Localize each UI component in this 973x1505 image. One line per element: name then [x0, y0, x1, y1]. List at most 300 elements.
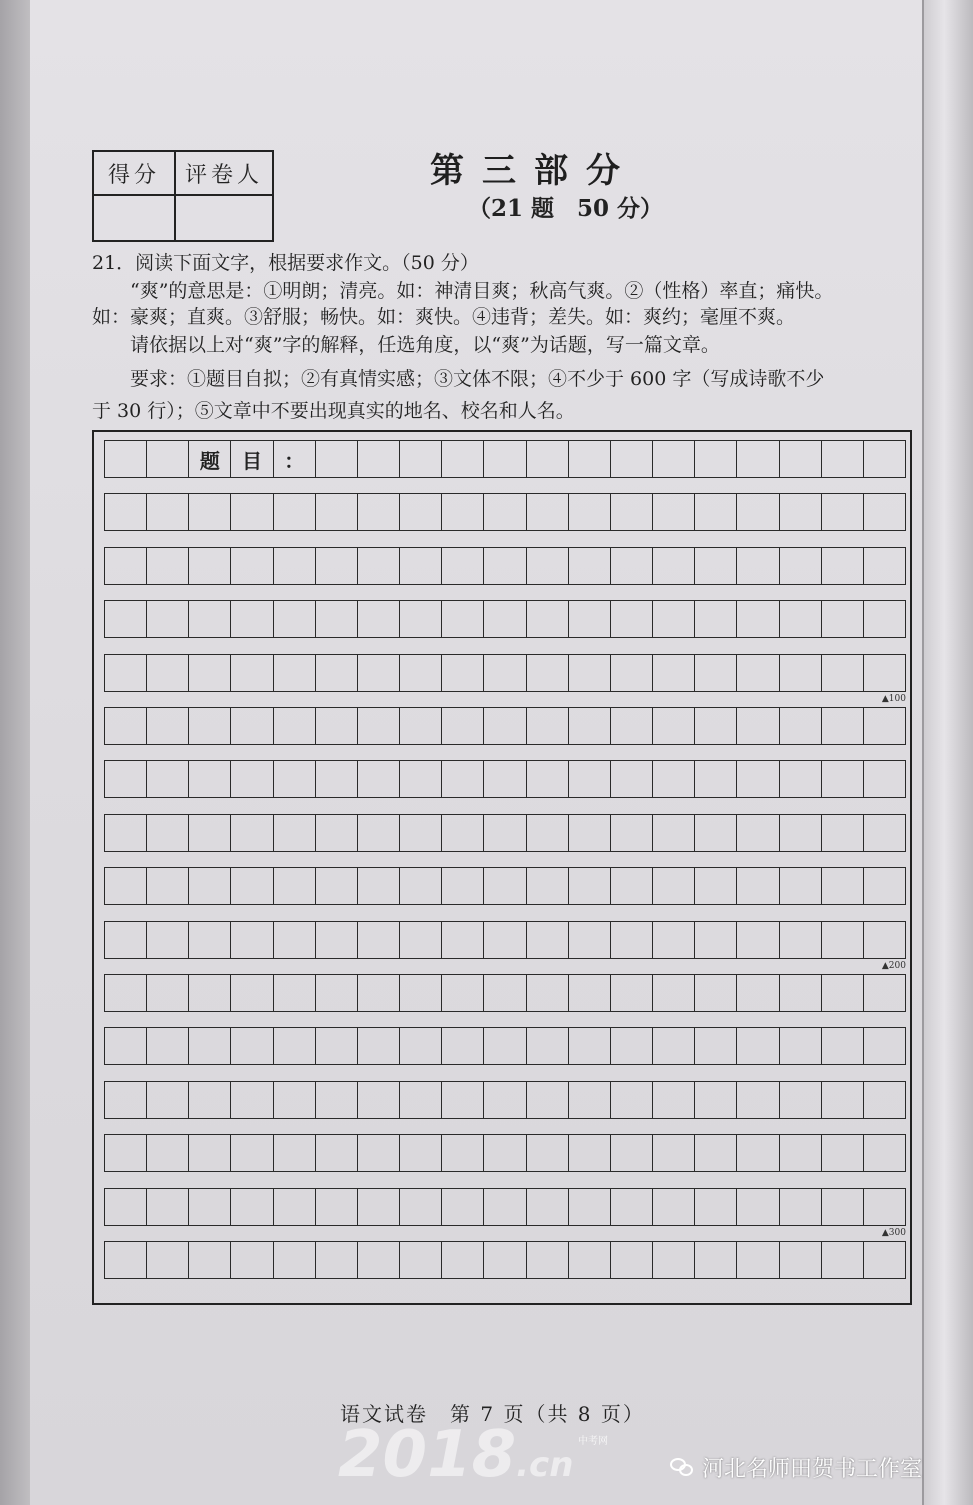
grid-cell[interactable]: [822, 1134, 864, 1172]
grid-cell[interactable]: [653, 1027, 695, 1065]
grid-cell[interactable]: [400, 814, 442, 852]
grid-cell[interactable]: [316, 654, 358, 692]
grid-cell[interactable]: [695, 867, 737, 905]
grid-cell[interactable]: [780, 1027, 822, 1065]
grid-cell[interactable]: [274, 814, 316, 852]
grid-cell[interactable]: [147, 1027, 189, 1065]
grid-cell[interactable]: [484, 440, 526, 478]
grid-cell[interactable]: [104, 921, 147, 959]
grid-cell[interactable]: [442, 493, 484, 531]
grid-cell[interactable]: [527, 600, 569, 638]
grid-cell[interactable]: [780, 760, 822, 798]
grid-cell[interactable]: [231, 707, 273, 745]
grid-cell[interactable]: [400, 440, 442, 478]
grid-cell[interactable]: [569, 814, 611, 852]
grid-cell[interactable]: [695, 440, 737, 478]
grid-cell[interactable]: [527, 974, 569, 1012]
grid-cell[interactable]: [231, 1027, 273, 1065]
grid-cell[interactable]: [104, 1134, 147, 1172]
grid-cell[interactable]: [864, 1134, 906, 1172]
grid-cell[interactable]: [104, 1027, 147, 1065]
grid-cell[interactable]: [231, 921, 273, 959]
grid-cell[interactable]: [780, 1188, 822, 1226]
grid-cell[interactable]: [780, 1081, 822, 1119]
grid-cell[interactable]: [358, 974, 400, 1012]
grid-cell[interactable]: [358, 814, 400, 852]
grid-cell[interactable]: [695, 1027, 737, 1065]
grid-cell[interactable]: [104, 760, 147, 798]
grid-cell[interactable]: [484, 493, 526, 531]
grid-cell[interactable]: [442, 921, 484, 959]
grid-cell[interactable]: [611, 1134, 653, 1172]
grid-cell[interactable]: [316, 1241, 358, 1279]
grid-cell[interactable]: [231, 654, 273, 692]
grid-cell[interactable]: [274, 921, 316, 959]
grid-cell[interactable]: [864, 1027, 906, 1065]
grid-cell[interactable]: [274, 1027, 316, 1065]
grid-cell[interactable]: [527, 547, 569, 585]
grid-cell[interactable]: [653, 814, 695, 852]
grid-cell[interactable]: [442, 1081, 484, 1119]
grid-cell[interactable]: [147, 654, 189, 692]
grid-cell[interactable]: [189, 921, 231, 959]
grid-cell[interactable]: [737, 760, 779, 798]
grid-cell[interactable]: [189, 493, 231, 531]
title-cell[interactable]: 题: [189, 440, 231, 478]
grid-cell[interactable]: [695, 1081, 737, 1119]
grid-cell[interactable]: [104, 654, 147, 692]
grid-cell[interactable]: [864, 493, 906, 531]
grid-cell[interactable]: [231, 1081, 273, 1119]
grid-cell[interactable]: [442, 1134, 484, 1172]
grid-cell[interactable]: [442, 867, 484, 905]
grid-cell[interactable]: [527, 760, 569, 798]
grid-cell[interactable]: [274, 760, 316, 798]
grid-cell[interactable]: [737, 547, 779, 585]
grid-cell[interactable]: [569, 1134, 611, 1172]
grid-cell[interactable]: [231, 814, 273, 852]
grid-cell[interactable]: [653, 707, 695, 745]
grid-cell[interactable]: [695, 1241, 737, 1279]
grid-cell[interactable]: [653, 867, 695, 905]
grid-cell[interactable]: [231, 974, 273, 1012]
grid-cell[interactable]: [780, 547, 822, 585]
grid-cell[interactable]: [864, 547, 906, 585]
grid-cell[interactable]: [569, 493, 611, 531]
grid-cell[interactable]: [822, 1188, 864, 1226]
answer-grid[interactable]: [92, 430, 912, 1305]
grid-cell[interactable]: [780, 600, 822, 638]
grid-cell[interactable]: [569, 760, 611, 798]
grid-cell[interactable]: [611, 814, 653, 852]
grid-cell[interactable]: [231, 1241, 273, 1279]
grid-cell[interactable]: [569, 1081, 611, 1119]
grid-cell[interactable]: [780, 1241, 822, 1279]
grid-cell[interactable]: [653, 760, 695, 798]
grid-cell[interactable]: [484, 867, 526, 905]
grid-cell[interactable]: [316, 867, 358, 905]
grid-cell[interactable]: [274, 867, 316, 905]
grid-cell[interactable]: [527, 1188, 569, 1226]
grid-cell[interactable]: [569, 1188, 611, 1226]
grid-cell[interactable]: [780, 867, 822, 905]
grid-cell[interactable]: [611, 1081, 653, 1119]
grid-cell[interactable]: [822, 654, 864, 692]
grid-cell[interactable]: [316, 814, 358, 852]
grid-cell[interactable]: [484, 1241, 526, 1279]
grid-cell[interactable]: [400, 547, 442, 585]
grid-cell[interactable]: [780, 493, 822, 531]
grid-cell[interactable]: [189, 760, 231, 798]
grid-cell[interactable]: [822, 814, 864, 852]
grid-cell[interactable]: [864, 921, 906, 959]
grid-cell[interactable]: [611, 707, 653, 745]
grid-cell[interactable]: [189, 707, 231, 745]
grid-cell[interactable]: [527, 814, 569, 852]
grid-cell[interactable]: [400, 867, 442, 905]
grid-cell[interactable]: [316, 600, 358, 638]
grid-cell[interactable]: [231, 600, 273, 638]
grid-cell[interactable]: [231, 1188, 273, 1226]
grid-cell[interactable]: [316, 707, 358, 745]
grid-cell[interactable]: [274, 493, 316, 531]
grid-cell[interactable]: [569, 600, 611, 638]
grid-cell[interactable]: [104, 1081, 147, 1119]
grid-cell[interactable]: [400, 1027, 442, 1065]
grid-cell[interactable]: [442, 440, 484, 478]
grid-cell[interactable]: [189, 1241, 231, 1279]
grid-cell[interactable]: [316, 921, 358, 959]
grid-cell[interactable]: [147, 814, 189, 852]
grid-cell[interactable]: [104, 814, 147, 852]
grid-cell[interactable]: [274, 1134, 316, 1172]
grid-cell[interactable]: [611, 867, 653, 905]
grid-cell[interactable]: [484, 974, 526, 1012]
grid-cell[interactable]: [358, 1027, 400, 1065]
grid-cell[interactable]: [822, 440, 864, 478]
grid-cell[interactable]: [611, 1241, 653, 1279]
grid-cell[interactable]: [104, 1188, 147, 1226]
grid-cell[interactable]: [274, 547, 316, 585]
grid-cell[interactable]: [653, 600, 695, 638]
grid-cell[interactable]: [780, 707, 822, 745]
grid-cell[interactable]: [147, 493, 189, 531]
grid-cell[interactable]: [400, 1081, 442, 1119]
grid-cell[interactable]: [695, 547, 737, 585]
grid-cell[interactable]: [780, 1134, 822, 1172]
grid-cell[interactable]: [484, 814, 526, 852]
grid-cell[interactable]: [316, 1188, 358, 1226]
grid-cell[interactable]: [316, 493, 358, 531]
grid-cell[interactable]: [231, 760, 273, 798]
grid-cell[interactable]: [864, 1188, 906, 1226]
grid-cell[interactable]: [864, 814, 906, 852]
grid-cell[interactable]: [104, 867, 147, 905]
grid-cell[interactable]: [737, 1134, 779, 1172]
grid-cell[interactable]: [442, 547, 484, 585]
grid-cell[interactable]: [653, 1134, 695, 1172]
grid-cell[interactable]: [653, 547, 695, 585]
grid-cell[interactable]: [611, 440, 653, 478]
grid-cell[interactable]: [569, 440, 611, 478]
grid-cell[interactable]: [653, 1241, 695, 1279]
grid-cell[interactable]: [316, 1027, 358, 1065]
grid-cell[interactable]: [695, 921, 737, 959]
grid-cell[interactable]: [737, 1241, 779, 1279]
grid-cell[interactable]: [822, 1241, 864, 1279]
grid-cell[interactable]: [695, 814, 737, 852]
grid-cell[interactable]: [611, 600, 653, 638]
grid-cell[interactable]: [231, 493, 273, 531]
grid-cell[interactable]: [737, 654, 779, 692]
grid-cell[interactable]: [737, 1081, 779, 1119]
grid-cell[interactable]: [316, 547, 358, 585]
grid-cell[interactable]: [737, 867, 779, 905]
grid-cell[interactable]: [780, 814, 822, 852]
grid-cell[interactable]: [569, 1027, 611, 1065]
grid-cell[interactable]: [189, 867, 231, 905]
grid-cell[interactable]: [569, 921, 611, 959]
grid-cell[interactable]: [442, 600, 484, 638]
grid-cell[interactable]: [400, 974, 442, 1012]
grid-cell[interactable]: [189, 1188, 231, 1226]
grid-cell[interactable]: [484, 1134, 526, 1172]
grid-cell[interactable]: [611, 493, 653, 531]
grid-cell[interactable]: [147, 921, 189, 959]
grid-cell[interactable]: [316, 974, 358, 1012]
grid-cell[interactable]: [653, 654, 695, 692]
grid-cell[interactable]: [611, 1188, 653, 1226]
grid-cell[interactable]: [358, 1081, 400, 1119]
grid-cell[interactable]: [822, 707, 864, 745]
grid-cell[interactable]: [484, 654, 526, 692]
grid-cell[interactable]: [822, 547, 864, 585]
grid-cell[interactable]: [104, 974, 147, 1012]
grid-cell[interactable]: [611, 654, 653, 692]
grid-cell[interactable]: [527, 707, 569, 745]
grid-cell[interactable]: [611, 921, 653, 959]
grid-cell[interactable]: [400, 1134, 442, 1172]
grid-cell[interactable]: [104, 600, 147, 638]
grid-cell[interactable]: [737, 440, 779, 478]
grid-cell[interactable]: [358, 1134, 400, 1172]
grid-cell[interactable]: [484, 760, 526, 798]
grid-cell[interactable]: [611, 760, 653, 798]
grid-cell[interactable]: [104, 1241, 147, 1279]
grid-cell[interactable]: [442, 654, 484, 692]
grader-cell[interactable]: [176, 196, 272, 240]
grid-cell[interactable]: [358, 440, 400, 478]
grid-cell[interactable]: [400, 707, 442, 745]
grid-cell[interactable]: [442, 707, 484, 745]
grid-cell[interactable]: [484, 921, 526, 959]
grid-cell[interactable]: [737, 707, 779, 745]
grid-cell[interactable]: [147, 1188, 189, 1226]
grid-cell[interactable]: [442, 1188, 484, 1226]
grid-cell[interactable]: [695, 600, 737, 638]
grid-cell[interactable]: [569, 974, 611, 1012]
grid-cell[interactable]: [864, 600, 906, 638]
grid-cell[interactable]: [147, 974, 189, 1012]
grid-cell[interactable]: [695, 707, 737, 745]
title-cell[interactable]: ：: [274, 440, 316, 478]
title-cell[interactable]: 目: [231, 440, 273, 478]
grid-cell[interactable]: [569, 547, 611, 585]
grid-cell[interactable]: [358, 654, 400, 692]
grid-cell[interactable]: [695, 760, 737, 798]
grid-cell[interactable]: [316, 440, 358, 478]
grid-cell[interactable]: [527, 1241, 569, 1279]
grid-cell[interactable]: [737, 1188, 779, 1226]
grid-cell[interactable]: [695, 493, 737, 531]
grid-cell[interactable]: [484, 600, 526, 638]
grid-cell[interactable]: [653, 974, 695, 1012]
grid-cell[interactable]: [442, 1027, 484, 1065]
grid-cell[interactable]: [527, 921, 569, 959]
grid-cell[interactable]: [147, 1241, 189, 1279]
grid-cell[interactable]: [147, 867, 189, 905]
grid-cell[interactable]: [442, 1241, 484, 1279]
grid-cell[interactable]: [527, 440, 569, 478]
grid-cell[interactable]: [189, 654, 231, 692]
grid-cell[interactable]: [611, 974, 653, 1012]
grid-cell[interactable]: [104, 707, 147, 745]
grid-cell[interactable]: [274, 707, 316, 745]
grid-cell[interactable]: [822, 600, 864, 638]
grid-cell[interactable]: [864, 707, 906, 745]
grid-cell[interactable]: [864, 867, 906, 905]
grid-cell[interactable]: [442, 814, 484, 852]
grid-cell[interactable]: [358, 760, 400, 798]
grid-cell[interactable]: [737, 974, 779, 1012]
grid-cell[interactable]: [147, 600, 189, 638]
grid-cell[interactable]: [737, 493, 779, 531]
grid-cell[interactable]: [231, 547, 273, 585]
grid-cell[interactable]: [104, 440, 147, 478]
grid-cell[interactable]: [569, 654, 611, 692]
grid-cell[interactable]: [822, 760, 864, 798]
grid-cell[interactable]: [864, 440, 906, 478]
grid-cell[interactable]: [864, 760, 906, 798]
grid-cell[interactable]: [400, 1188, 442, 1226]
grid-cell[interactable]: [527, 867, 569, 905]
grid-cell[interactable]: [147, 707, 189, 745]
grid-cell[interactable]: [274, 600, 316, 638]
grid-cell[interactable]: [400, 921, 442, 959]
grid-cell[interactable]: [653, 1188, 695, 1226]
grid-cell[interactable]: [189, 547, 231, 585]
grid-cell[interactable]: [822, 921, 864, 959]
grid-cell[interactable]: [695, 1134, 737, 1172]
grid-cell[interactable]: [147, 547, 189, 585]
grid-cell[interactable]: [780, 974, 822, 1012]
grid-cell[interactable]: [400, 493, 442, 531]
grid-cell[interactable]: [189, 1134, 231, 1172]
grid-cell[interactable]: [653, 440, 695, 478]
grid-cell[interactable]: [442, 760, 484, 798]
grid-cell[interactable]: [231, 1134, 273, 1172]
grid-cell[interactable]: [400, 600, 442, 638]
grid-cell[interactable]: [358, 600, 400, 638]
grid-cell[interactable]: [695, 1188, 737, 1226]
grid-cell[interactable]: [569, 867, 611, 905]
grid-cell[interactable]: [358, 707, 400, 745]
grid-cell[interactable]: [104, 493, 147, 531]
grid-cell[interactable]: [527, 1134, 569, 1172]
grid-cell[interactable]: [358, 547, 400, 585]
grid-cell[interactable]: [147, 440, 189, 478]
grid-cell[interactable]: [316, 760, 358, 798]
grid-cell[interactable]: [864, 1241, 906, 1279]
grid-cell[interactable]: [189, 1027, 231, 1065]
grid-cell[interactable]: [484, 1027, 526, 1065]
grid-cell[interactable]: [400, 654, 442, 692]
grid-cell[interactable]: [527, 1081, 569, 1119]
grid-cell[interactable]: [484, 1081, 526, 1119]
grid-cell[interactable]: [527, 1027, 569, 1065]
grid-cell[interactable]: [484, 707, 526, 745]
grid-cell[interactable]: [316, 1081, 358, 1119]
grid-cell[interactable]: [189, 974, 231, 1012]
grid-cell[interactable]: [527, 493, 569, 531]
grid-cell[interactable]: [189, 1081, 231, 1119]
grid-cell[interactable]: [822, 974, 864, 1012]
grid-cell[interactable]: [358, 867, 400, 905]
grid-cell[interactable]: [358, 1241, 400, 1279]
grid-cell[interactable]: [358, 1188, 400, 1226]
grid-cell[interactable]: [737, 814, 779, 852]
grid-cell[interactable]: [274, 1188, 316, 1226]
grid-cell[interactable]: [653, 1081, 695, 1119]
grid-cell[interactable]: [695, 654, 737, 692]
grid-cell[interactable]: [822, 867, 864, 905]
grid-cell[interactable]: [822, 493, 864, 531]
grid-cell[interactable]: [274, 654, 316, 692]
grid-cell[interactable]: [274, 974, 316, 1012]
grid-cell[interactable]: [189, 600, 231, 638]
grid-cell[interactable]: [400, 1241, 442, 1279]
grid-cell[interactable]: [274, 1081, 316, 1119]
grid-cell[interactable]: [780, 654, 822, 692]
grid-cell[interactable]: [189, 814, 231, 852]
grid-cell[interactable]: [442, 974, 484, 1012]
grid-cell[interactable]: [147, 1134, 189, 1172]
grid-cell[interactable]: [569, 1241, 611, 1279]
grid-cell[interactable]: [358, 921, 400, 959]
grid-cell[interactable]: [695, 974, 737, 1012]
grid-cell[interactable]: [484, 1188, 526, 1226]
score-cell[interactable]: [94, 196, 176, 240]
grid-cell[interactable]: [653, 921, 695, 959]
grid-cell[interactable]: [822, 1027, 864, 1065]
grid-cell[interactable]: [864, 974, 906, 1012]
grid-cell[interactable]: [611, 1027, 653, 1065]
grid-cell[interactable]: [822, 1081, 864, 1119]
grid-cell[interactable]: [864, 654, 906, 692]
grid-cell[interactable]: [484, 547, 526, 585]
grid-cell[interactable]: [400, 760, 442, 798]
grid-cell[interactable]: [527, 654, 569, 692]
grid-cell[interactable]: [569, 707, 611, 745]
grid-cell[interactable]: [864, 1081, 906, 1119]
grid-cell[interactable]: [147, 760, 189, 798]
grid-cell[interactable]: [780, 440, 822, 478]
grid-cell[interactable]: [147, 1081, 189, 1119]
grid-cell[interactable]: [780, 921, 822, 959]
grid-cell[interactable]: [104, 547, 147, 585]
grid-cell[interactable]: [274, 1241, 316, 1279]
grid-cell[interactable]: [737, 1027, 779, 1065]
